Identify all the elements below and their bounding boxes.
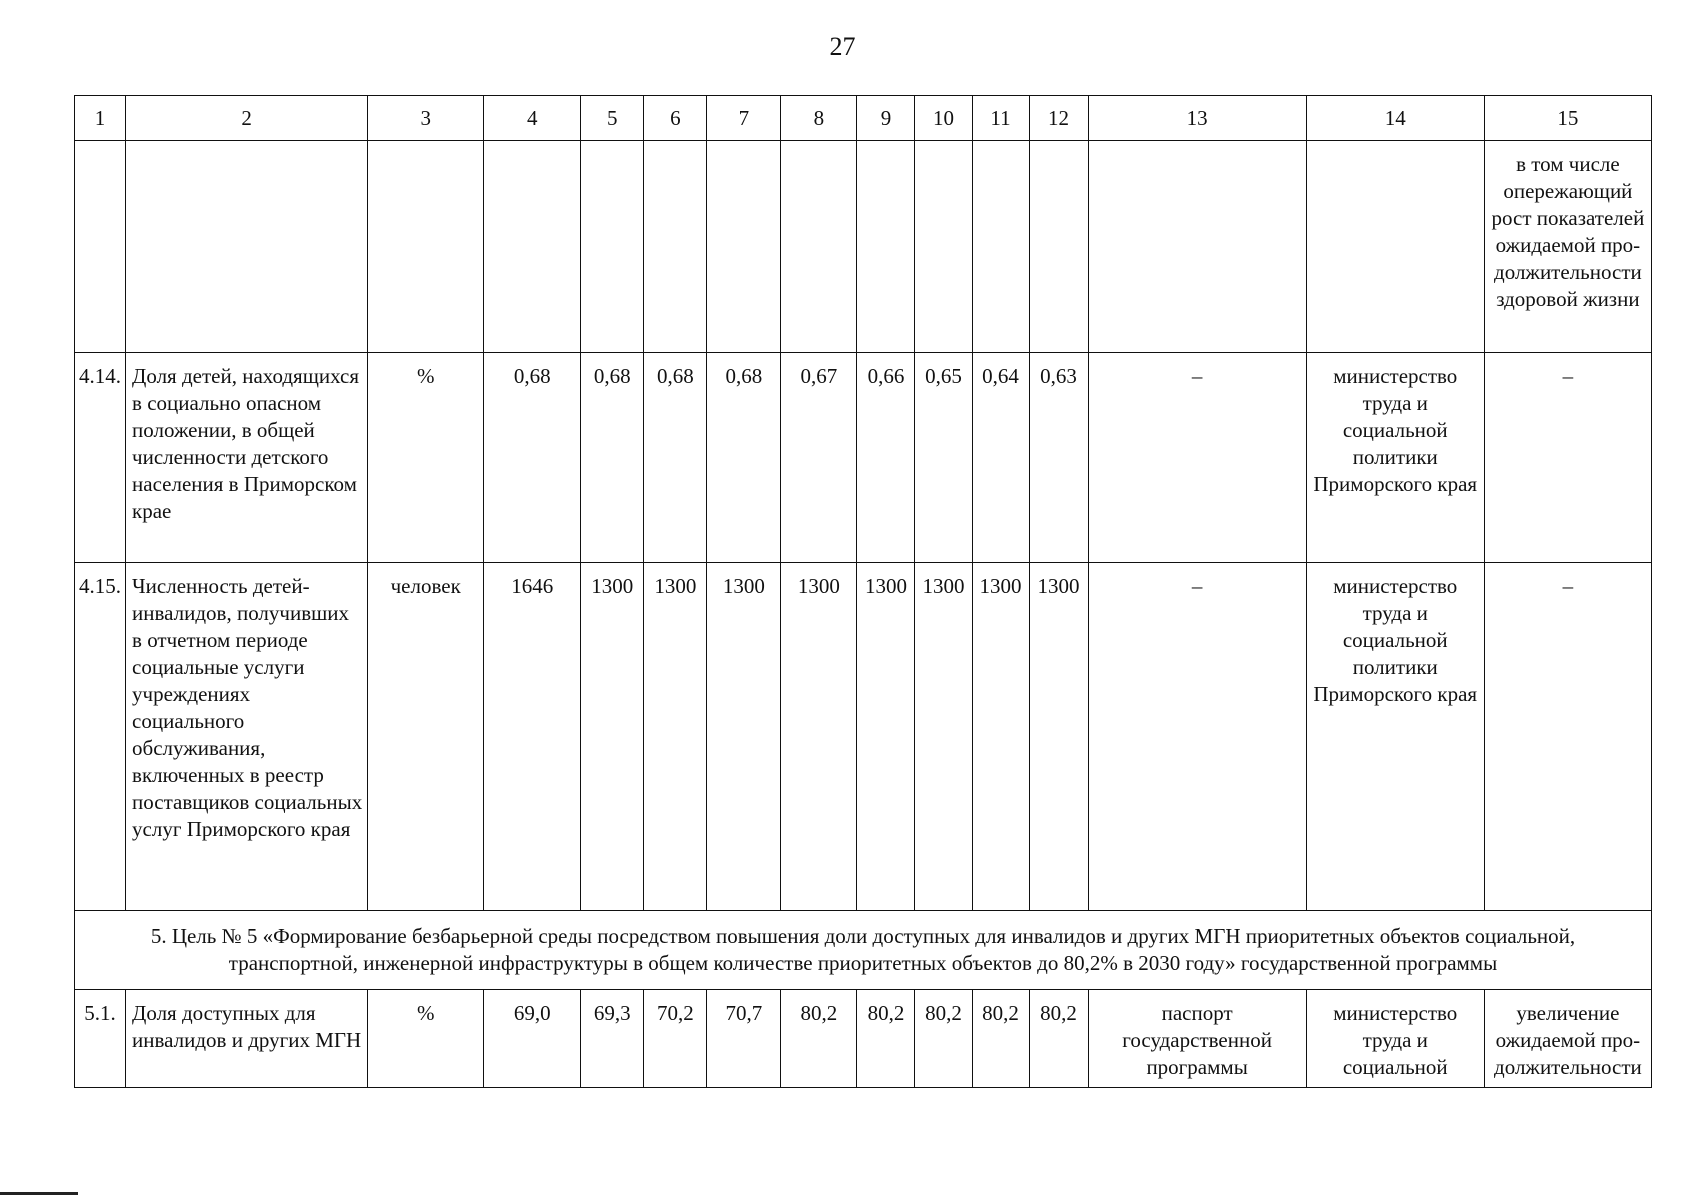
row-number: 4.14. (75, 353, 126, 563)
header-cell: 11 (972, 96, 1029, 141)
value-cell: 1300 (644, 563, 707, 911)
table-row (75, 563, 1652, 911)
value-cell: 0,68 (581, 353, 644, 563)
header-cell: 14 (1306, 96, 1484, 141)
col13-cell: – (1088, 563, 1306, 911)
value-cell: 80,2 (857, 990, 915, 1088)
header-cell: 10 (915, 96, 972, 141)
unit: % (368, 353, 484, 563)
indicator-name: Численность детей-инвалидов, получивших в отчетном периоде социальные услуги учреждениях социального обслуживания, включенных в реестр поставщиков социальных услуг Приморского края (126, 563, 368, 911)
table-row (75, 990, 1652, 1088)
value-cell: 69,3 (581, 990, 644, 1088)
value-cell: 0,68 (644, 353, 707, 563)
row-number: 4.15. (75, 563, 126, 911)
table-row (75, 353, 1652, 563)
goal-text: 5. Цель № 5 «Формирование безбарьерной среды посредством повышения доли доступных для инвалидов и других МГН приоритетных объектов социальной, транспортной, инженерной инфраструктуры в общем количестве приоритетных объектов до 80,2% в 2030 году» государственной программы (75, 911, 1652, 990)
header-cell: 1 (75, 96, 126, 141)
value-cell: 70,7 (707, 990, 781, 1088)
indicators-table (74, 95, 1652, 1088)
col15-cell: – (1484, 353, 1651, 563)
value-cell: 1300 (581, 563, 644, 911)
col13-cell: – (1088, 353, 1306, 563)
value-cell: 1300 (707, 563, 781, 911)
indicator-name: Доля детей, находящихся в социально опасном положении, в общей численности детского населения в Приморском крае (126, 353, 368, 563)
value-cell: 69,0 (484, 990, 581, 1088)
header-cell: 6 (644, 96, 707, 141)
col15-cell: – (1484, 563, 1651, 911)
value-cell: 0,66 (857, 353, 915, 563)
value-cell: 80,2 (1029, 990, 1088, 1088)
unit: человек (368, 563, 484, 911)
value-cell: 0,68 (484, 353, 581, 563)
unit: % (368, 990, 484, 1088)
value-cell: 1300 (1029, 563, 1088, 911)
indicator-name: Доля доступных для инвалидов и других МГН (126, 990, 368, 1088)
cont-col15: в том числе опережающий рост показателей ожидаемой про-должительности здоровой жизни (1484, 141, 1651, 353)
header-cell: 15 (1484, 96, 1651, 141)
value-cell: 1300 (781, 563, 857, 911)
header-cell: 7 (707, 96, 781, 141)
responsible-cell: министерство труда и социальной политики Приморского края (1306, 563, 1484, 911)
value-cell: 0,68 (707, 353, 781, 563)
value-cell: 80,2 (915, 990, 972, 1088)
goal-row (75, 911, 1652, 990)
value-cell: 0,63 (1029, 353, 1088, 563)
header-cell: 2 (126, 96, 368, 141)
col15-cell: увеличение ожидаемой про-должительности (1484, 990, 1651, 1088)
scan-edge-mark (0, 1192, 78, 1195)
responsible-cell: министерство труда и социальной политики Приморского края (1306, 353, 1484, 563)
continuation-row (75, 141, 1652, 353)
value-cell: 1300 (915, 563, 972, 911)
header-cell: 8 (781, 96, 857, 141)
header-cell: 4 (484, 96, 581, 141)
value-cell: 80,2 (781, 990, 857, 1088)
page-number: 27 (829, 32, 856, 61)
value-cell: 1300 (972, 563, 1029, 911)
header-cell: 3 (368, 96, 484, 141)
value-cell: 1300 (857, 563, 915, 911)
header-cell: 12 (1029, 96, 1088, 141)
value-cell: 0,67 (781, 353, 857, 563)
value-cell: 0,65 (915, 353, 972, 563)
header-cell: 9 (857, 96, 915, 141)
header-cell: 13 (1088, 96, 1306, 141)
value-cell: 70,2 (644, 990, 707, 1088)
value-cell: 0,64 (972, 353, 1029, 563)
col13-cell: паспорт государственной программы (1088, 990, 1306, 1088)
header-row (75, 96, 1652, 141)
row-number: 5.1. (75, 990, 126, 1088)
header-cell: 5 (581, 96, 644, 141)
value-cell: 1646 (484, 563, 581, 911)
responsible-cell: министерство труда и социальной (1306, 990, 1484, 1088)
value-cell: 80,2 (972, 990, 1029, 1088)
